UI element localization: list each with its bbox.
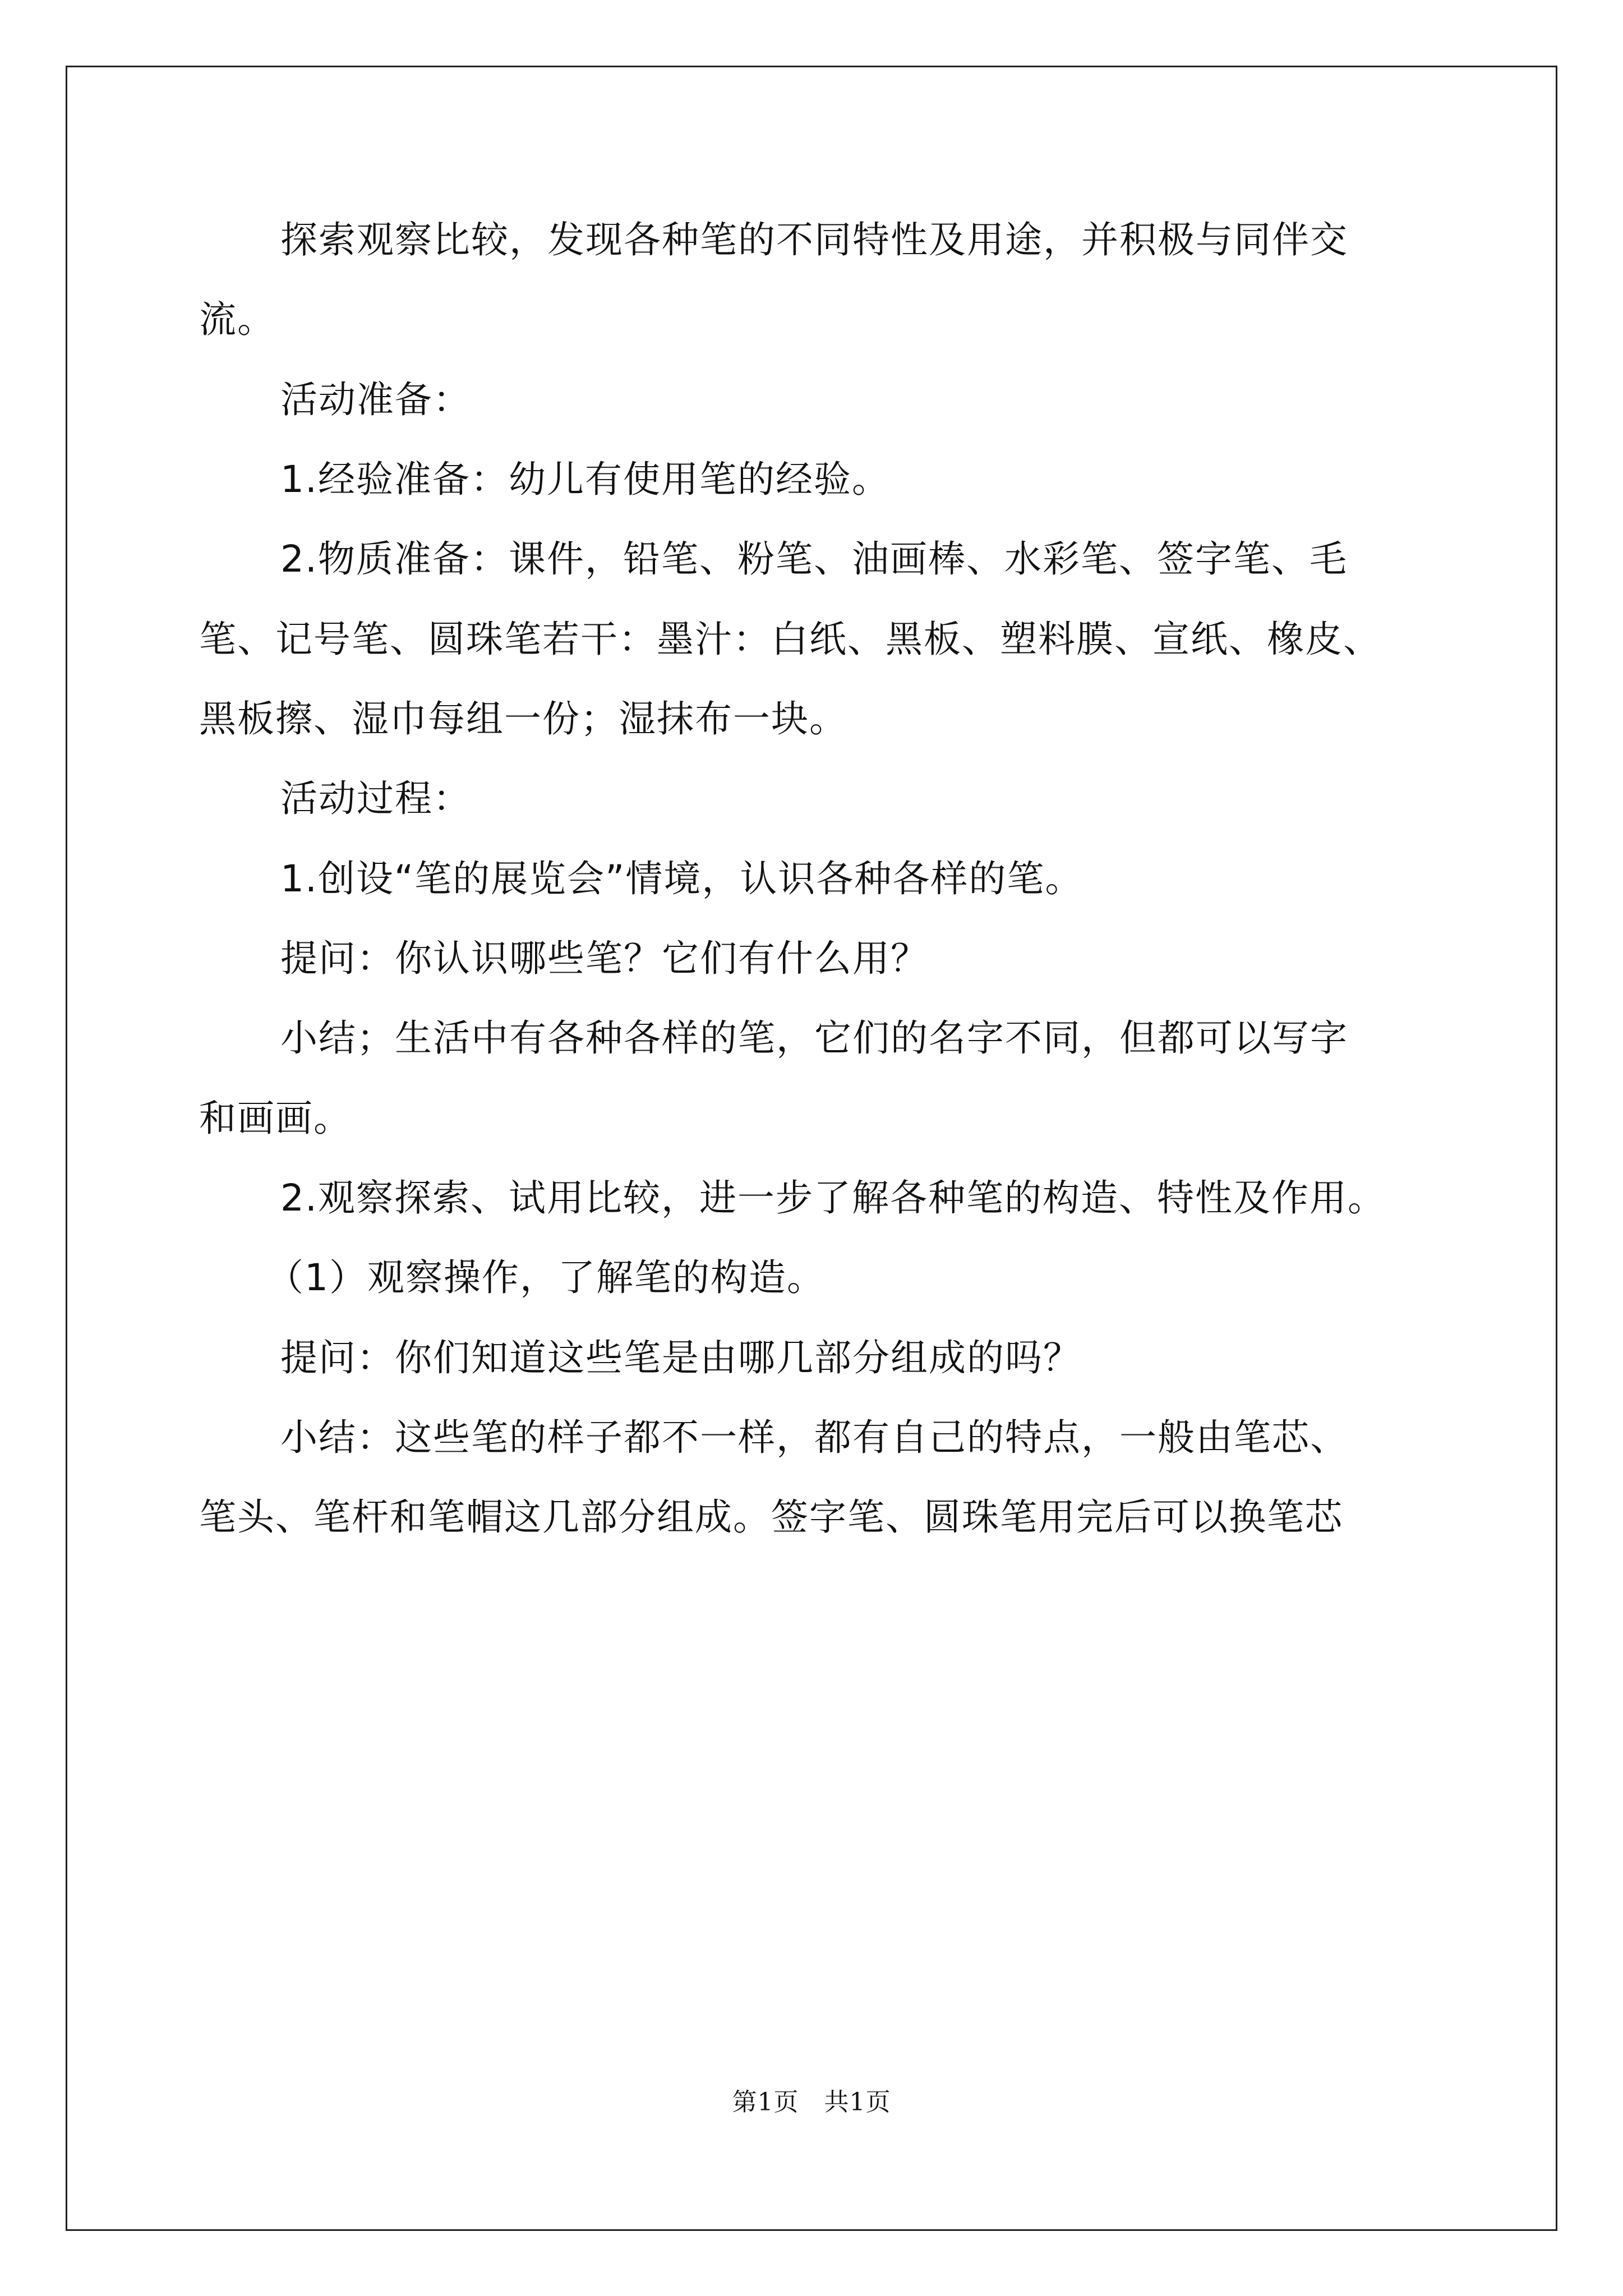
page-footer: 第1页 共1页 (732, 2088, 891, 2116)
section-heading: 活动过程： (280, 777, 471, 820)
paragraph-line: 1.经验准备：幼儿有使用笔的经验。 (280, 458, 890, 501)
paragraph-line: 提问：你认识哪些笔？它们有什么用？ (280, 937, 929, 980)
section-heading: 活动准备： (280, 378, 471, 421)
paragraph-line: （1）观察操作，了解笔的构造。 (266, 1256, 825, 1299)
paragraph-line: 笔、记号笔、圆珠笔若干：墨汁：白纸、黑板、塑料膜、宣纸、橡皮、 (199, 618, 1381, 661)
paragraph-line: 黑板擦、湿巾每组一份；湿抹布一块。 (199, 697, 847, 740)
paragraph-line: 探索观察比较，发现各种笔的不同特性及用途，并积极与同伴交 (280, 218, 1348, 261)
paragraph-line: 2.物质准备：课件，铅笔、粉笔、油画棒、水彩笔、签字笔、毛 (280, 537, 1348, 581)
paragraph-line: 和画画。 (199, 1097, 352, 1140)
paragraph-line: 小结；生活中有各种各样的笔，它们的名字不同，但都可以写字 (280, 1016, 1348, 1060)
paragraph-line: 笔头、笔杆和笔帽这几部分组成。签字笔、圆珠笔用完后可以换笔芯 (199, 1496, 1343, 1539)
paragraph-line: 1.创设“笔的展览会”情境，认识各种各样的笔。 (280, 857, 1083, 900)
paragraph-line: 提问：你们知道这些笔是由哪几部分组成的吗？ (280, 1336, 1081, 1379)
paragraph-line: 2.观察探索、试用比较，进一步了解各种笔的构造、特性及作用。 (280, 1176, 1386, 1220)
paragraph-line: 流。 (199, 298, 275, 341)
paragraph-line: 小结：这些笔的样子都不一样，都有自己的特点，一般由笔芯、 (280, 1416, 1348, 1459)
